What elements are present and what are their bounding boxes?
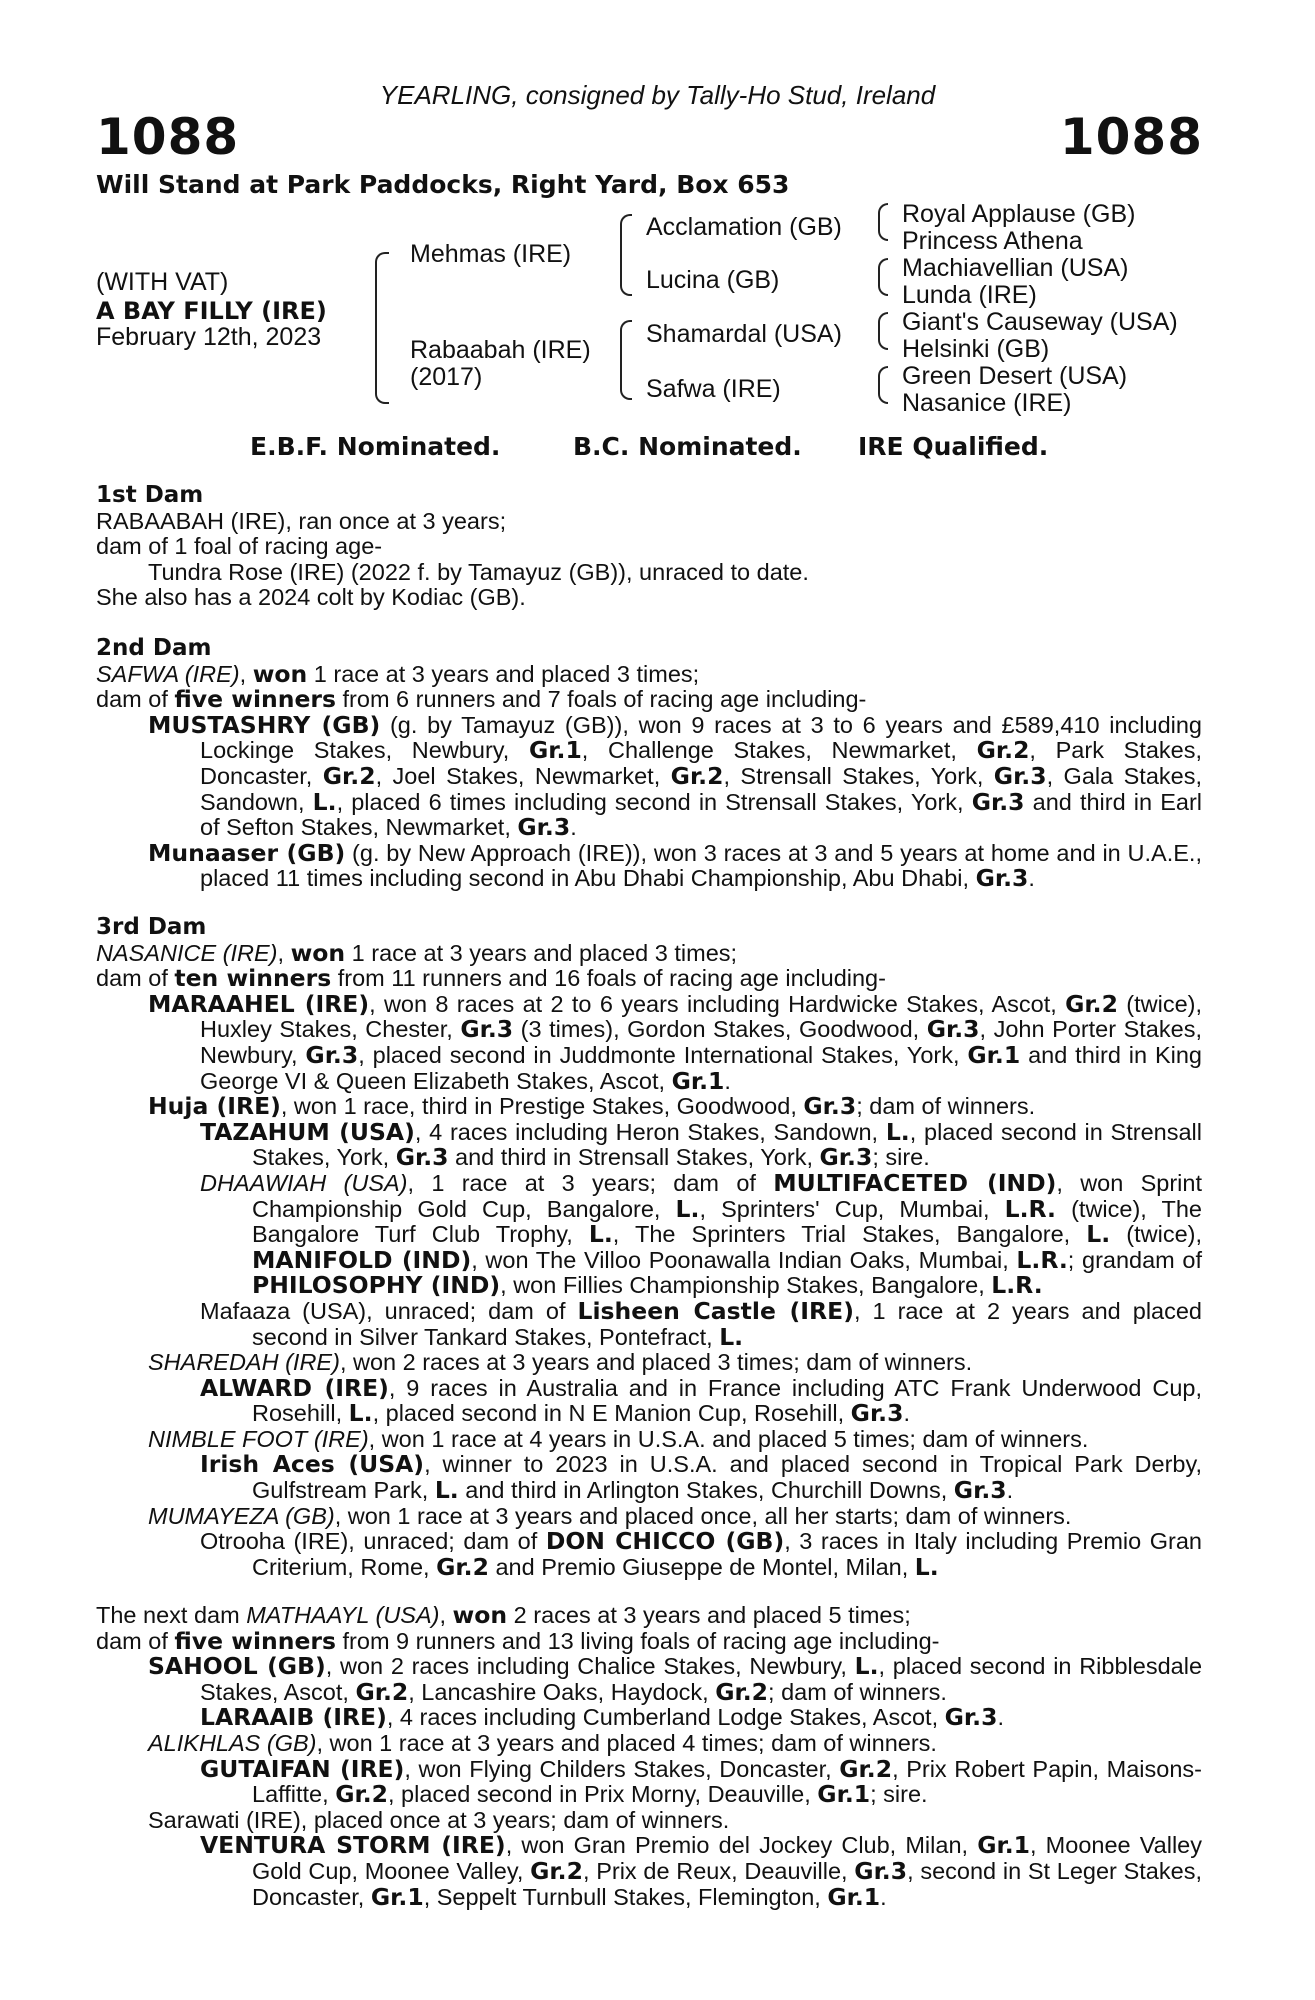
g-brace-4b	[878, 384, 888, 404]
progeny-entry: Munaaser (GB) (g. by New Approach (IRE)), won 3 races at 3 and 5 years at home and in U.A.E., placed 11 times including second in Abu Dhabi Championship, Abu Dhabi, Gr.3.	[148, 838, 1202, 893]
consignor-line: YEARLING, consigned by Tally-Ho Stud, Ireland	[379, 80, 936, 110]
sire: Mehmas (IRE)	[410, 240, 572, 268]
progeny-entry: Mafaaza (USA), unraced; dam of Lisheen Castle (IRE), 1 race at 2 years and placed second in Silver Tankard Stakes, Pontefract, L.	[200, 1296, 1203, 1351]
g-brace-4	[878, 366, 888, 386]
progeny-entry: Otrooha (IRE), unraced; dam of DON CHICCO (GB), 3 races in Italy including Premio Gran Criterium, Rome, Gr.2 and Premio Giuseppe de Montel, Milan, L.	[200, 1527, 1202, 1581]
progeny-entry: NIMBLE FOOT (IRE), won 1 race at 4 years in U.S.A. and placed 5 times; dam of winners.	[148, 1425, 1089, 1452]
second-dam-line: dam of five winners from 6 runners and 7 foals of racing age including-	[96, 685, 867, 714]
grand-5: Giant's Causeway (USA)	[902, 308, 1178, 336]
progeny-entry: MARAAHEL (IRE), won 8 races at 2 to 6 years including Hardwicke Stakes, Ascot, Gr.2 (twice), Huxley Stakes, Chester, Gr.3 (3 times), Gordon Stakes, Goodwood, Gr.3, John Porter Stakes, Newbury, Gr.3, placed second in Juddmonte International Stakes, York, Gr.1 and third in King George VI & Queen Elizabeth Stakes, Ascot, Gr.1.	[148, 989, 1202, 1095]
grand-1: Royal Applause (GB)	[902, 200, 1136, 228]
g-brace-1b	[878, 221, 888, 241]
horse-name: A BAY FILLY (IRE)	[96, 297, 327, 325]
grand-4: Lunda (IRE)	[902, 281, 1037, 309]
progeny-entry: DHAAWIAH (USA), 1 race at 3 years; dam of MULTIFACETED (IND), won Sprint Championship Gold Cup, Bangalore, L., Sprinters' Cup, Mumbai, L.R. (twice), The Bangalore Turf Club Trophy, L., The Sprinters Trial Stakes, Bangalore, L. (twice), MANIFOLD (IND), won The Villoo Poonawalla Indian Oaks, Mumbai, L.R.; grandam of PHILOSOPHY (IND), won Fillies Championship Stakes, Bangalore, L.R.	[200, 1168, 1203, 1300]
progeny-entry: TAZAHUM (USA), 4 races including Heron Stakes, Sandown, L., placed second in Strensall Stakes, York, Gr.3 and third in Strensall Stakes, York, Gr.3; sire.	[200, 1117, 1202, 1172]
dam-brace-top	[620, 320, 632, 360]
second-dam-line: SAFWA (IRE), won 1 race at 3 years and placed 3 times;	[96, 659, 700, 688]
progeny-entry: ALIKHLAS (GB), won 1 race at 3 years and placed 4 times; dam of winners.	[148, 1729, 937, 1756]
dam: Rabaabah (IRE)	[410, 336, 591, 364]
first-dam-foal: Tundra Rose (IRE) (2022 f. by Tamayuz (GB)), unraced to date.	[148, 558, 809, 585]
sire-brace-bottom	[620, 254, 632, 296]
first-dam-line: dam of 1 foal of racing age-	[96, 533, 383, 560]
third-dam-heading: 3rd Dam	[96, 914, 207, 940]
dam-brace-bottom	[620, 358, 632, 400]
next-dam-line: The next dam MATHAAYL (USA), won 2 races at 3 years and placed 5 times;	[96, 1601, 911, 1629]
g-brace-2	[878, 258, 888, 278]
progeny-entry: MUMAYEZA (GB), won 1 race at 3 years and placed once, all her starts; dam of winners.	[148, 1502, 1072, 1529]
next-dam-section	[96, 1603, 1202, 1910]
horse-dob: February 12th, 2023	[96, 323, 322, 351]
ebf-nomination: E.B.F. Nominated.	[250, 432, 501, 461]
lot-number-left: 1088	[96, 108, 240, 166]
progeny-entry: ALWARD (IRE), 9 races in Australia and in France including ATC Frank Underwood Cup, Rosehill, L., placed second in N E Manion Cup, Rosehill, Gr.3.	[200, 1373, 1203, 1428]
pedigree-brace-bottom	[375, 322, 389, 404]
grand-8: Nasanice (IRE)	[902, 389, 1072, 417]
grand-2: Princess Athena	[902, 227, 1083, 255]
first-dam-heading: 1st Dam	[96, 482, 204, 508]
dam-dam: Safwa (IRE)	[646, 375, 781, 403]
dam-sire: Shamardal (USA)	[646, 320, 842, 348]
stand-location: Will Stand at Park Paddocks, Right Yard, Box 653	[96, 170, 790, 199]
g-brace-3	[878, 312, 888, 332]
sire-brace-top	[620, 214, 632, 256]
second-dam-section	[96, 636, 1202, 892]
progeny-entry: Sarawati (IRE), placed once at 3 years; dam of winners.	[148, 1806, 730, 1833]
sire-sire: Acclamation (GB)	[646, 213, 842, 241]
progeny-entry: MUSTASHRY (GB) (g. by Tamayuz (GB)), won 9 races at 3 to 6 years and £589,410 including Lockinge Stakes, Newbury, Gr.1, Challenge Stakes, Newmarket, Gr.2, Park Stakes, Doncaster, Gr.2, Joel Stakes, Newmarket, Gr.2, Strensall Stakes, York, Gr.3, Gala Stakes, Sandown, L., placed 6 times including second in Strensall Stakes, York, Gr.3 and third in Earl of Sefton Stakes, Newmarket, Gr.3.	[148, 710, 1202, 842]
lot-number-right: 1088	[1059, 108, 1203, 166]
sire-dam: Lucina (GB)	[646, 266, 780, 294]
second-dam-heading: 2nd Dam	[96, 635, 212, 661]
vat-note: (WITH VAT)	[96, 268, 229, 296]
dam-year: (2017)	[410, 363, 483, 391]
pedigree-brace-top	[375, 252, 389, 324]
bc-nomination: B.C. Nominated.	[573, 432, 802, 461]
first-dam-line: She also has a 2024 colt by Kodiac (GB).	[96, 584, 526, 611]
ire-qualification: IRE Qualified.	[858, 432, 1049, 461]
progeny-entry: SHAREDAH (IRE), won 2 races at 3 years and placed 3 times; dam of winners.	[148, 1349, 973, 1376]
progeny-entry: VENTURA STORM (IRE), won Gran Premio del Jockey Club, Milan, Gr.1, Moonee Valley Gold Cup, Moonee Valley, Gr.2, Prix de Reux, Deauville, Gr.3, second in St Leger Stakes, Doncaster, Gr.1, Seppelt Turnbull Stakes, Flemington, Gr.1.	[200, 1831, 1202, 1911]
progeny-entry: Huja (IRE), won 1 race, third in Prestige Stakes, Goodwood, Gr.3; dam of winners.	[148, 1092, 1036, 1121]
progeny-entry: SAHOOL (GB), won 2 races including Chalice Stakes, Newbury, L., placed second in Ribblesdale Stakes, Ascot, Gr.2, Lancashire Oaks, Haydock, Gr.2; dam of winners.	[148, 1652, 1203, 1706]
third-dam-line: NASANICE (IRE), won 1 race at 3 years and placed 3 times;	[96, 938, 738, 967]
grand-6: Helsinki (GB)	[902, 335, 1050, 363]
first-dam-line: RABAABAH (IRE), ran once at 3 years;	[96, 507, 507, 534]
g-brace-2b	[878, 276, 888, 296]
next-dam-line: dam of five winners from 9 runners and 13 living foals of racing age including-	[96, 1626, 940, 1655]
third-dam-line: dam of ten winners from 11 runners and 16 foals of racing age including-	[96, 964, 886, 993]
g-brace-3b	[878, 330, 888, 350]
first-dam-section	[96, 483, 1202, 611]
third-dam-section	[96, 915, 1202, 1580]
grand-7: Green Desert (USA)	[902, 362, 1128, 390]
grand-3: Machiavellian (USA)	[902, 254, 1129, 282]
g-brace-1	[878, 203, 888, 223]
progeny-entry: GUTAIFAN (IRE), won Flying Childers Stakes, Doncaster, Gr.2, Prix Robert Papin, Maisons-Laffitte, Gr.2, placed second in Prix Morny, Deauville, Gr.1; sire.	[200, 1754, 1202, 1809]
progeny-entry: LARAAIB (IRE), 4 races including Cumberland Lodge Stakes, Ascot, Gr.3.	[200, 1703, 1004, 1732]
progeny-entry: Irish Aces (USA), winner to 2023 in U.S.A. and placed second in Tropical Park Derby, Gulfstream Park, L. and third in Arlington Stakes, Churchill Downs, Gr.3.	[200, 1450, 1203, 1505]
